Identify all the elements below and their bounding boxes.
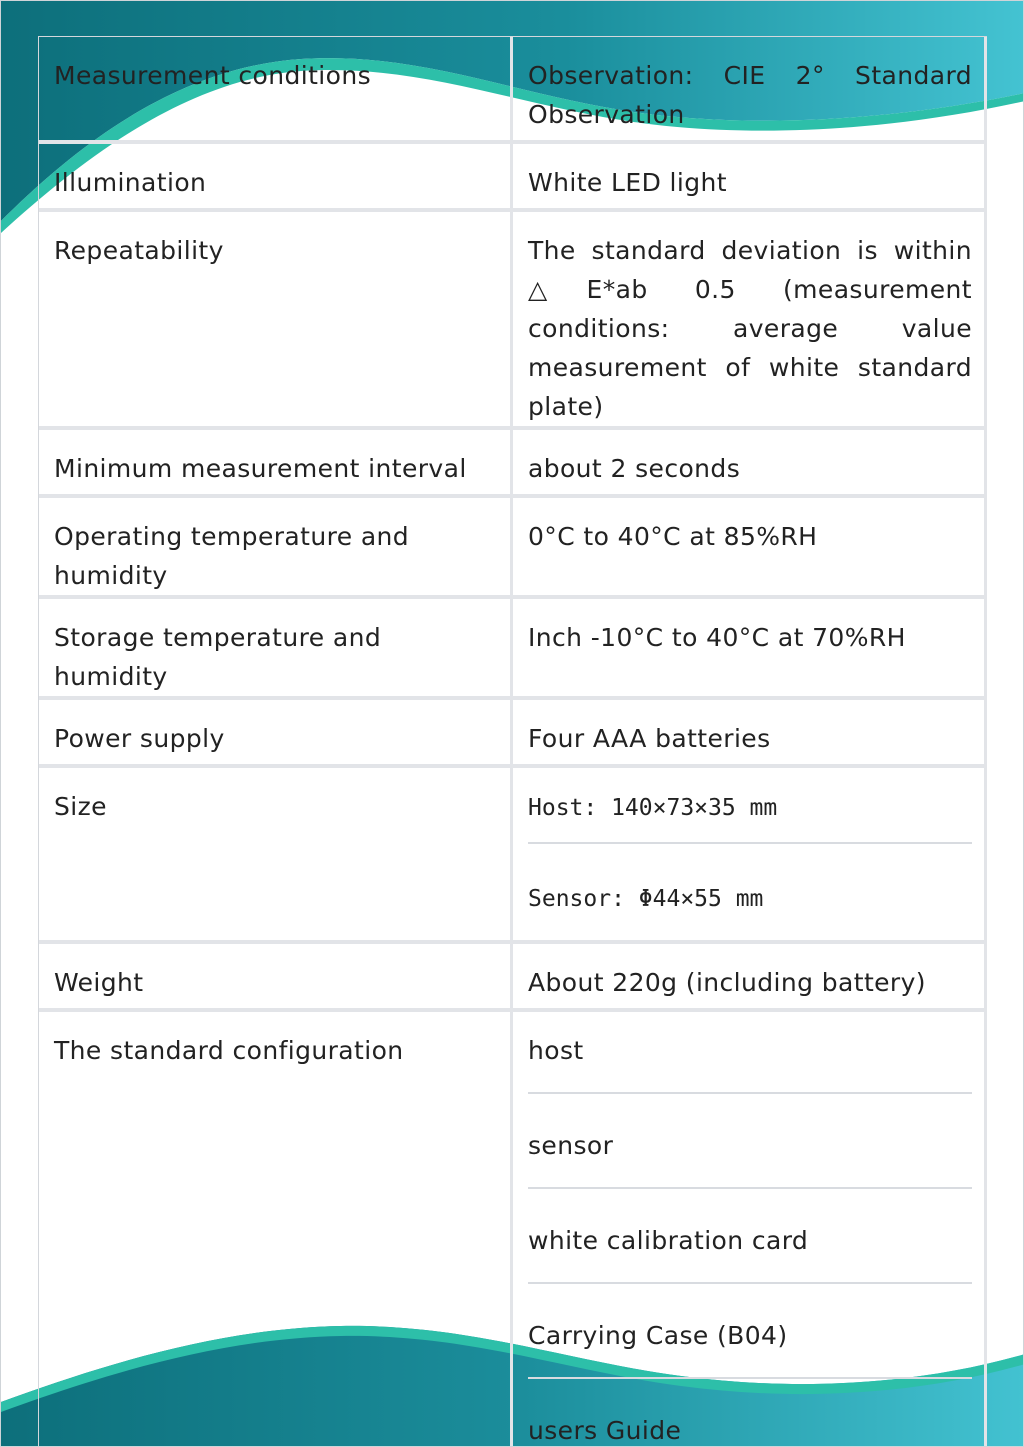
spec-label: Minimum measurement interval	[39, 430, 513, 498]
spec-value: 0°C to 40°C at 85%RH	[513, 498, 987, 599]
list-item: Sensor: Φ44×55 mm	[528, 886, 764, 912]
list-item: host	[528, 1031, 972, 1094]
table-row	[39, 212, 987, 430]
table-row	[39, 430, 987, 498]
list-item: Host: 140×73×35 mm	[528, 787, 972, 844]
list-item: users Guide	[528, 1416, 682, 1445]
size-list	[528, 787, 972, 940]
table-row	[39, 768, 987, 944]
spec-value: Observation: CIE 2° Standard Observation	[513, 37, 987, 144]
spec-label: Weight	[39, 944, 513, 1012]
spec-label: Storage temperature and humidity	[39, 599, 513, 700]
spec-value	[513, 1012, 987, 1447]
configuration-list	[528, 1031, 972, 1447]
spec-value: Inch -10°C to 40°C at 70%RH	[513, 599, 987, 700]
spec-value	[513, 768, 987, 944]
spec-value: About 220g (including battery)	[513, 944, 987, 1012]
table-row	[39, 498, 987, 599]
list-item: sensor	[528, 1094, 972, 1189]
spec-value: about 2 seconds	[513, 430, 987, 498]
spec-label: Operating temperature and humidity	[39, 498, 513, 599]
table-row	[39, 144, 987, 212]
list-item: white calibration card	[528, 1189, 972, 1284]
spec-value: The standard deviation is within △E*ab 0.5 (measurement conditions: average value measurement of white standard plate)	[513, 212, 987, 430]
spec-value: Four AAA batteries	[513, 700, 987, 768]
table-row	[39, 37, 987, 144]
table-row	[39, 599, 987, 700]
spec-label: Illumination	[39, 144, 513, 212]
specifications-table	[38, 36, 987, 1447]
spec-label: Repeatability	[39, 212, 513, 430]
spec-label: Power supply	[39, 700, 513, 768]
table-row	[39, 944, 987, 1012]
spec-label: The standard configuration	[39, 1012, 513, 1447]
spec-label: Size	[39, 768, 513, 944]
list-item: Carrying Case (B04)	[528, 1284, 972, 1379]
spec-label: Measurement conditions	[39, 37, 513, 144]
table-row	[39, 1012, 987, 1447]
table-row	[39, 700, 987, 768]
spec-value: White LED light	[513, 144, 987, 212]
